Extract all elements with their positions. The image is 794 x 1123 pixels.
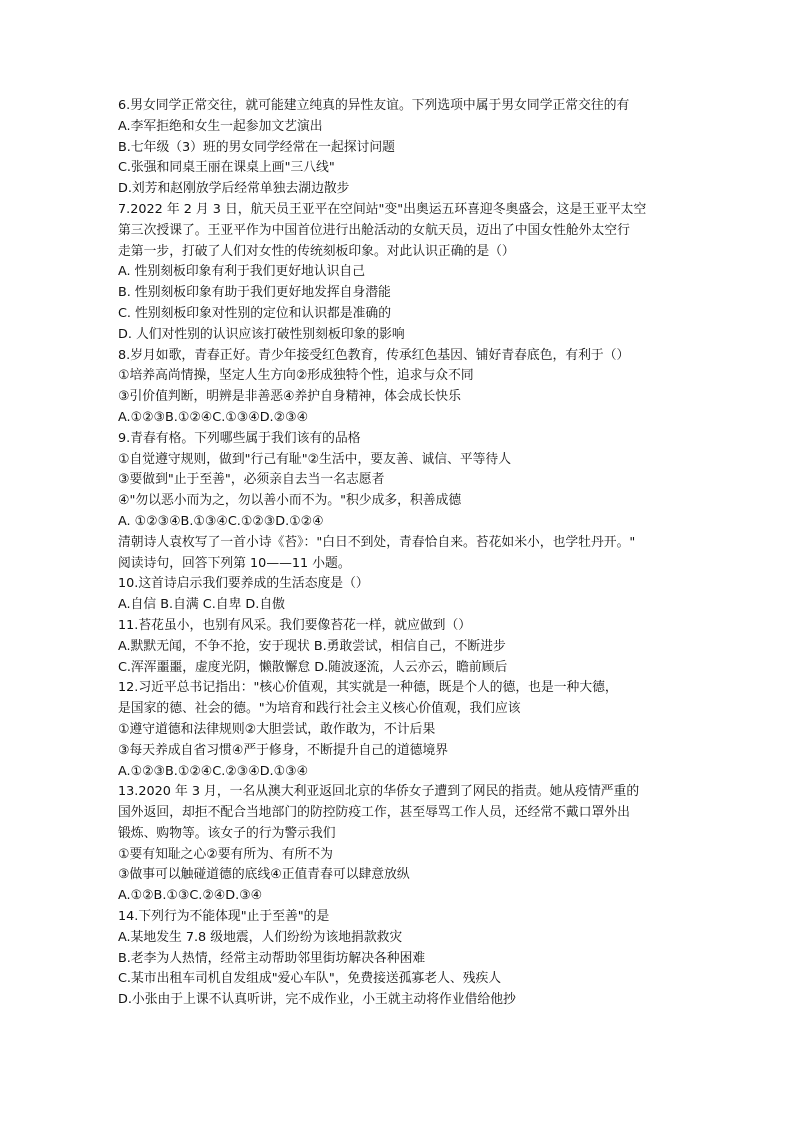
q7-stem-line-1: 7.2022 年 2 月 3 日，航天员王亚平在空间站"变"出奥运五环喜迎冬奥盛会，这是王亚平太空	[118, 201, 647, 217]
poem-instruction: 阅读诗句，回答下列第 10——11 小题。	[118, 555, 351, 571]
q6-option-b: B.七年级（3）班的男女同学经常在一起探讨问题	[118, 139, 395, 155]
q9-options: A. ①②③④B.①③④C.①②③D.①②④	[118, 513, 324, 529]
q7-stem-line-3: 走第一步，打破了人们对女性的传统刻板印象。对此认识正确的是（）	[118, 243, 515, 259]
q6-option-d: D.刘芳和赵刚放学后经常单独去湖边散步	[118, 181, 350, 197]
q10-stem: 10.这首诗启示我们要养成的生活态度是（）	[118, 576, 369, 592]
q13-statements-2: ③做事可以触碰道德的底线④正值青春可以肆意放纵	[118, 867, 410, 883]
q13-stem-line-3: 锻炼、购物等。该女子的行为警示我们	[118, 825, 336, 841]
q7-option-b: B. 性别刻板印象有助于我们更好地发挥自身潜能	[118, 285, 391, 301]
q9-statements-1: ①自觉遵守规则，做到"行己有耻"②生活中，要友善、诚信、平等待人	[118, 451, 512, 467]
q13-options: A.①②B.①③C.②④D.③④	[118, 888, 263, 904]
q8-options: A.①②③B.①②④C.①③④D.②③④	[118, 409, 309, 425]
q10-options: A.自信 B.自满 C.自卑 D.自傲	[118, 597, 285, 613]
q11-stem: 11.苔花虽小，也别有风采。我们要像苔花一样，就应做到（）	[118, 617, 472, 633]
q12-statements-2: ③每天养成自省习惯④严于修身，不断提升自己的道德境界	[118, 742, 449, 758]
q12-stem-line-2: 是国家的德、社会的德。"为培育和践行社会主义核心价值观，我们应该	[118, 701, 521, 717]
q9-stem: 9.青春有格。下列哪些属于我们该有的品格	[118, 430, 361, 446]
q13-stem-line-1: 13.2020 年 3 月，一名从澳大利亚返回北京的华侨女子遭到了网民的指责。她从疫情严重的	[118, 784, 640, 800]
q8-statements-1: ①培养高尚情操，坚定人生方向②形成独特个性，追求与众不同	[118, 368, 474, 384]
q14-option-d: D.小张由于上课不认真听讲，完不成作业，小王就主动将作业借给他抄	[118, 992, 516, 1008]
q7-option-d: D. 人们对性别的认识应该打破性别刻板印象的影响	[118, 326, 405, 342]
q7-option-a: A. 性别刻板印象有利于我们更好地认识自己	[118, 264, 366, 280]
q14-stem: 14.下列行为不能体现"止于至善"的是	[118, 909, 330, 925]
q8-statements-2: ③引价值判断，明辨是非善恶④养护自身精神，体会成长快乐	[118, 389, 461, 405]
q11-options-cd: C.浑浑噩噩，虚度光阴，懒散懈怠 D.随波逐流，人云亦云，瞻前顾后	[118, 659, 508, 675]
q11-options-ab: A.默默无闻，不争不抢，安于现状 B.勇敢尝试，相信自己，不断进步	[118, 638, 506, 654]
q7-stem-line-2: 第三次授课了。王亚平作为中国首位进行出舱活动的女航天员，迈出了中国女性舱外太空行	[118, 222, 630, 238]
q12-statements-1: ①遵守道德和法律规则②大胆尝试，敢作敢为，不计后果	[118, 721, 436, 737]
poem-intro: 清朝诗人袁枚写了一首小诗《苔》："白日不到处，青春恰自来。苔花如米小，也学牡丹开。"	[118, 534, 636, 550]
q13-statements-1: ①要有知耻之心②要有所为、有所不为	[118, 846, 333, 862]
q7-option-c: C. 性别刻板印象对性别的定位和认识都是准确的	[118, 305, 392, 321]
q9-statements-3: ④"勿以恶小而为之，勿以善小而不为。"积少成多，积善成德	[118, 493, 462, 509]
q6-option-c: C.张强和同桌王丽在课桌上画"三八线"	[118, 160, 335, 176]
q12-options: A.①②③B.①②④C.②③④D.①③④	[118, 763, 309, 779]
exam-page	[118, 96, 698, 1011]
q9-statements-2: ③要做到"止于至善"，必须亲自去当一名志愿者	[118, 472, 385, 488]
q6-option-a: A.李军拒绝和女生一起参加文艺演出	[118, 118, 323, 134]
q14-option-c: C.某市出租车司机自发组成"爱心车队"，免费接送孤寡老人、残疾人	[118, 971, 502, 987]
q6-stem: 6.男女同学正常交往，就可能建立纯真的异性友谊。下列选项中属于男女同学正常交往的有	[118, 98, 630, 113]
q14-option-b: B.老李为人热情，经常主动帮助邻里街坊解决各种困难	[118, 950, 426, 966]
q14-option-a: A.某地发生 7.8 级地震，人们纷纷为该地捐款救灾	[118, 929, 403, 945]
q8-stem: 8.岁月如歌，青春正好。青少年接受红色教育，传承红色基因、铺好青春底色，有利于（）	[118, 347, 630, 363]
q13-stem-line-2: 国外返回，却拒不配合当地部门的防控防疫工作，甚至辱骂工作人员，还经常不戴口罩外出	[118, 805, 630, 821]
q12-stem-line-1: 12.习近平总书记指出："核心价值观，其实就是一种德，既是个人的德，也是一种大德，	[118, 680, 618, 696]
